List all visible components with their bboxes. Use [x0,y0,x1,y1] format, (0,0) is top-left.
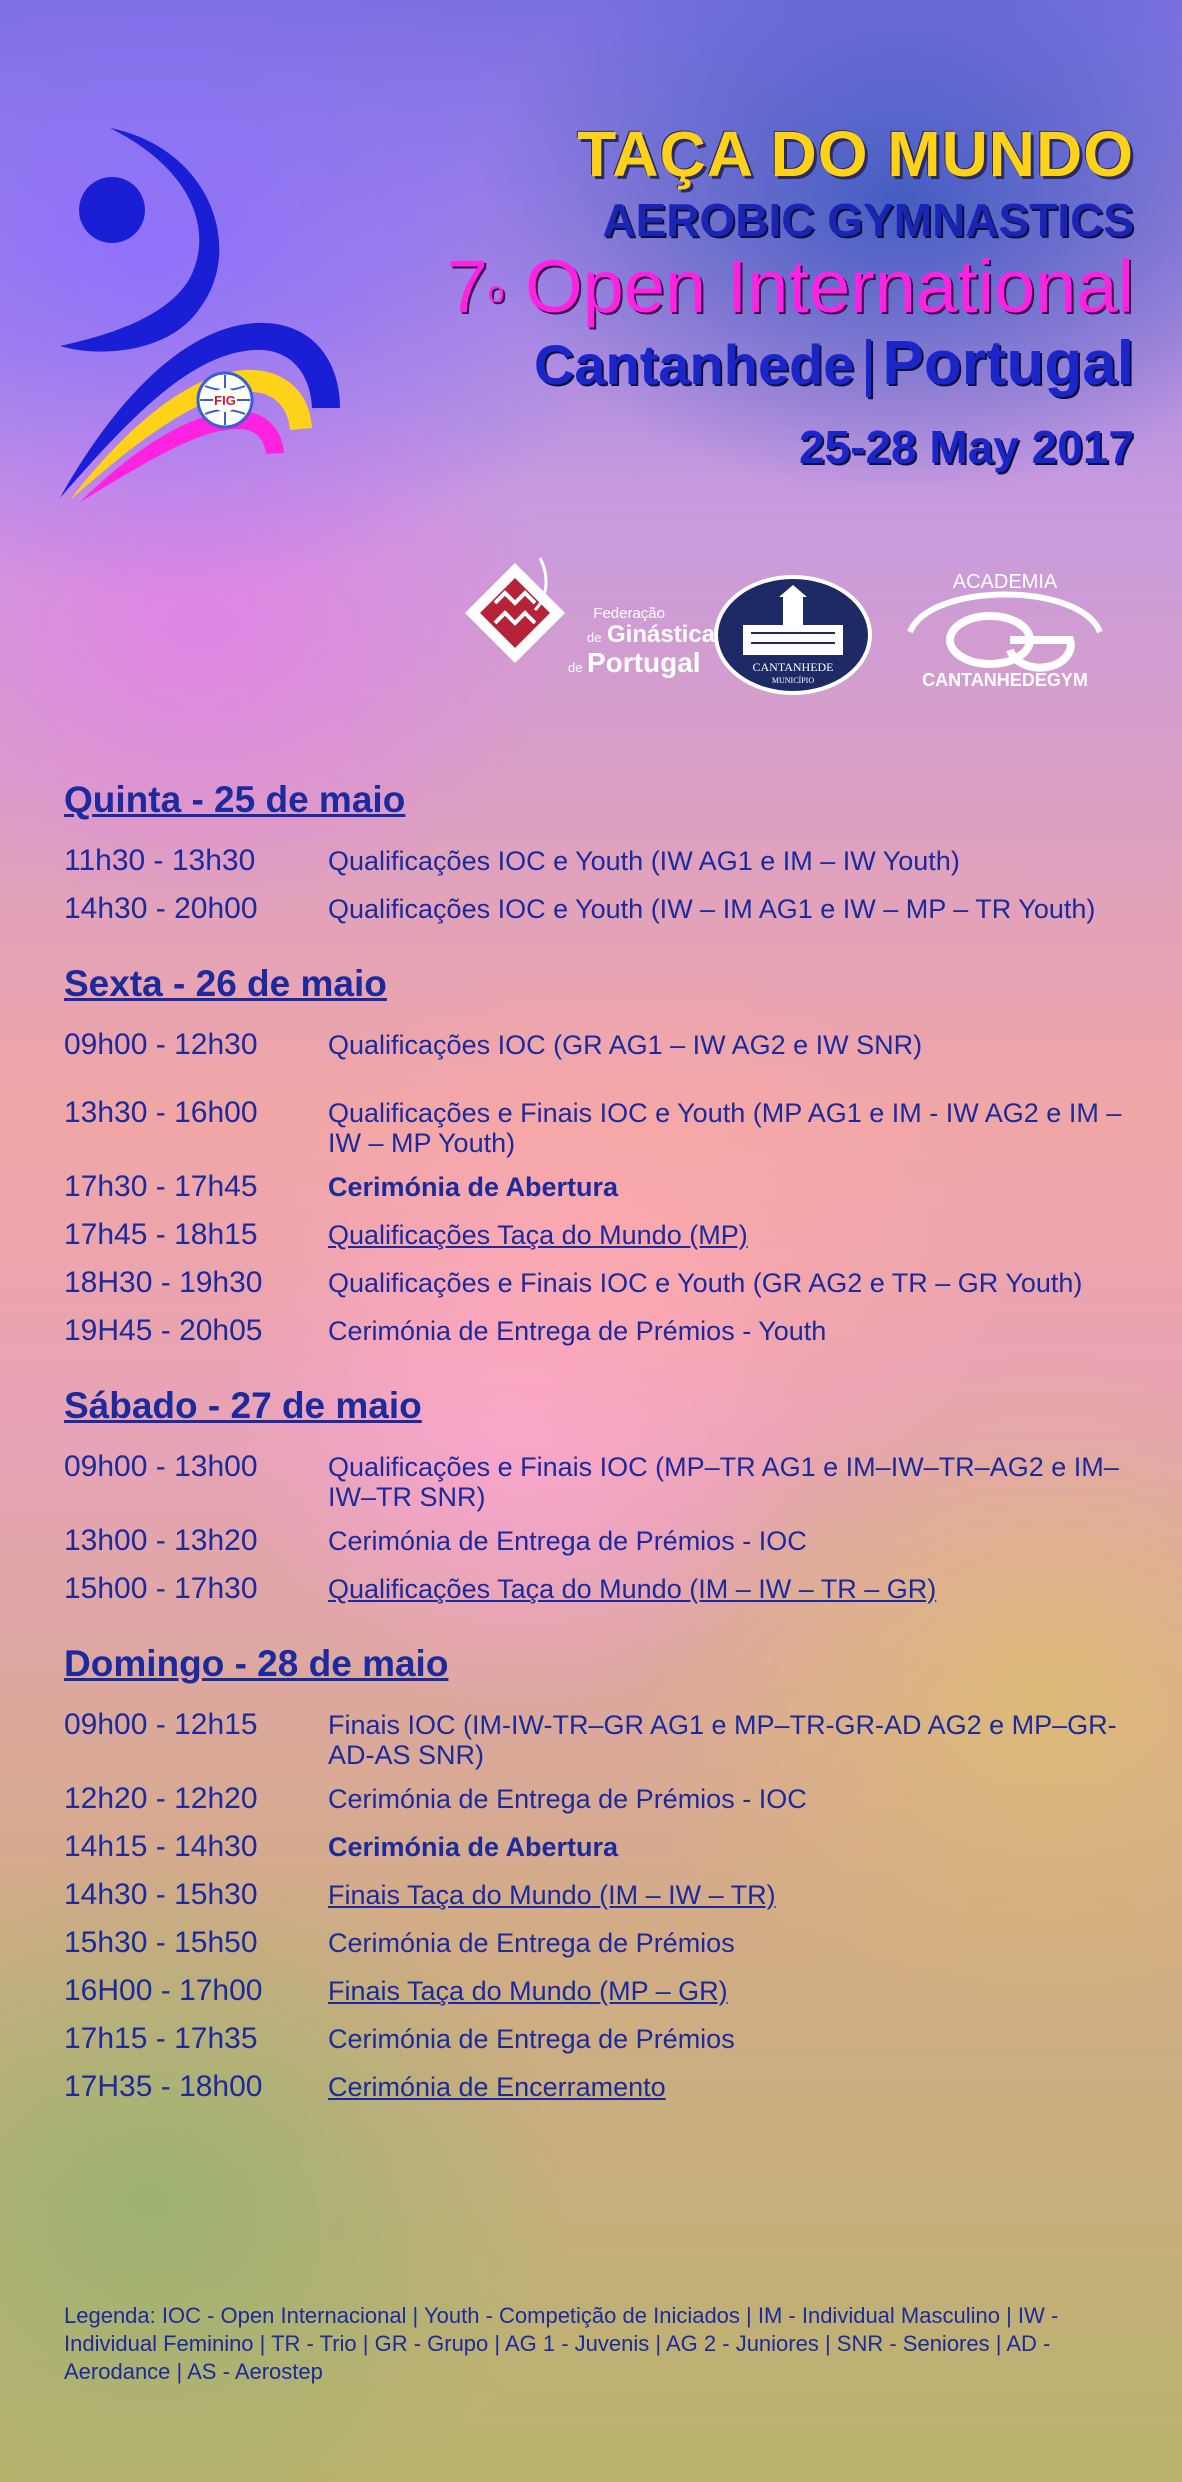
row-time: 17h45 - 18h15 [64,1218,258,1251]
day-friday [64,962,1124,1350]
schedule-row [64,1522,1124,1560]
row-event-link[interactable]: Finais Taça do Mundo (MP – GR) [328,1976,728,2006]
schedule-row [64,1924,1124,1962]
row-event: Qualificações IOC e Youth (IW – IM AG1 e IW – MP – TR Youth) [328,894,1096,924]
row-time: 19H45 - 20h05 [64,1314,263,1347]
day-thursday [64,778,1124,928]
schedule-row [64,1094,1124,1158]
svg-text:CANTANHEDE: CANTANHEDE [752,660,834,674]
day-title: Quinta - 25 de maio [64,779,406,820]
partner-logos [455,548,1155,708]
schedule [64,778,1124,2140]
row-event-link[interactable]: Qualificações Taça do Mundo (MP) [328,1220,748,1250]
row-event: Cerimónia de Abertura [328,1172,619,1202]
row-time: 14h30 - 15h30 [64,1878,258,1911]
row-event-link[interactable]: Finais Taça do Mundo (IM – IW – TR) [328,1880,776,1910]
row-time: 09h00 - 12h30 [64,1028,258,1061]
poster-header [0,0,1182,520]
row-event: Qualificações e Finais IOC e Youth (GR AG2 e TR – GR Youth) [328,1268,1083,1298]
cantanhede-municipio-logo [713,573,873,698]
row-time: 13h00 - 13h20 [64,1524,258,1557]
event-title: TAÇA DO MUNDO [577,118,1134,190]
row-event: Qualificações e Finais IOC (MP–TR AG1 e IM–IW–TR–AG2 e IM–IW–TR SNR) [328,1452,1119,1512]
event-title-block [447,118,1134,477]
row-event: Cerimónia de Entrega de Prémios - Youth [328,1316,827,1346]
day-title: Sexta - 26 de maio [64,963,387,1004]
row-time: 18H30 - 19h30 [64,1266,263,1299]
schedule-row [64,1264,1124,1302]
row-time: 09h00 - 13h00 [64,1450,258,1483]
row-event: Qualificações e Finais IOC e Youth (MP AG1 e IM - IW AG2 e IM – IW – MP Youth) [328,1098,1122,1158]
schedule-row [64,2020,1124,2058]
svg-text:ACADEMIA: ACADEMIA [952,571,1058,593]
row-time: 17h30 - 17h45 [64,1170,258,1203]
schedule-row [64,1780,1124,1818]
row-event: Qualificações IOC (GR AG1 – IW AG2 e IW SNR) [328,1030,923,1060]
row-time: 15h30 - 15h50 [64,1926,258,1959]
svg-text:Portugal: Portugal [587,647,701,678]
svg-text:FIG: FIG [214,393,236,408]
row-event-link[interactable]: Qualificações Taça do Mundo (IM – IW – TR – GR) [328,1574,937,1604]
row-time: 09h00 - 12h15 [64,1708,258,1741]
row-event: Cerimónia de Abertura [328,1832,619,1862]
svg-text:MUNICÍPIO: MUNICÍPIO [771,676,815,685]
schedule-row [64,1972,1124,2010]
row-event: Qualificações IOC e Youth (IW AG1 e IM – IW Youth) [328,846,960,876]
row-time: 17H35 - 18h00 [64,2070,263,2103]
svg-text:de: de [568,660,583,675]
day-sunday [64,1642,1124,2106]
fig-badge-icon [198,373,252,427]
row-event-link[interactable]: Cerimónia de Encerramento [328,2072,666,2102]
row-time: 12h20 - 12h20 [64,1782,258,1815]
event-subtitle: AEROBIC GYMNASTICS [602,194,1134,246]
schedule-row [64,1026,1124,1064]
schedule-row [64,1570,1124,1608]
legend: Legenda: IOC - Open Internacional | Youth - Competição de Iniciados | IM - Individual Masculino | IW - Individual Feminino | TR - Trio | GR - Grupo | AG 1 - Juvenis | AG 2 - Juniores | SNR - Seniores | AD - Aerodance | AS - Aerostep [64,2303,1059,2384]
schedule-row [64,1216,1124,1254]
schedule-row [64,1448,1124,1512]
schedule-row [64,1706,1124,1770]
schedule-row [64,2068,1124,2106]
row-time: 17h15 - 17h35 [64,2022,258,2055]
svg-text:Ginástica: Ginástica [607,621,716,648]
svg-text:Federação: Federação [593,605,665,622]
schedule-row [64,1876,1124,1914]
academia-cantanhedegym-logo [890,562,1120,692]
row-time: 14h15 - 14h30 [64,1830,258,1863]
schedule-row [64,890,1124,928]
event-edition: 7$^o$ Open International [446,245,1134,328]
row-time: 13h30 - 16h00 [64,1096,258,1129]
row-time: 11h30 - 13h30 [64,844,256,877]
schedule-row [64,1312,1124,1350]
gymnast-logo-icon [40,108,370,508]
row-time: 15h00 - 17h30 [64,1572,258,1605]
row-time: 14h30 - 20h00 [64,892,258,925]
schedule-row [64,1168,1124,1206]
row-event: Cerimónia de Entrega de Prémios - IOC [328,1526,807,1556]
row-event: Cerimónia de Entrega de Prémios [328,2024,735,2054]
row-event: Cerimónia de Entrega de Prémios [328,1928,735,1958]
svg-text:de: de [587,630,602,645]
schedule-row [64,1828,1124,1866]
row-event: Finais IOC (IM-IW-TR–GR AG1 e MP–TR-GR-AD AG2 e MP–GR-AD-AS SNR) [328,1710,1117,1770]
schedule-row [64,842,1124,880]
event-dates: 25-28 May 2017 [798,421,1134,473]
row-time: 16H00 - 17h00 [64,1974,263,2007]
svg-text:CANTANHEDEGYM: CANTANHEDEGYM [922,670,1088,690]
event-location: Cantanhede|Portugal [533,329,1134,398]
day-saturday [64,1384,1124,1608]
day-title: Domingo - 28 de maio [64,1643,449,1684]
federacao-ginastica-portugal-logo [455,548,716,698]
day-title: Sábado - 27 de maio [64,1385,422,1426]
row-event: Cerimónia de Entrega de Prémios - IOC [328,1784,807,1814]
